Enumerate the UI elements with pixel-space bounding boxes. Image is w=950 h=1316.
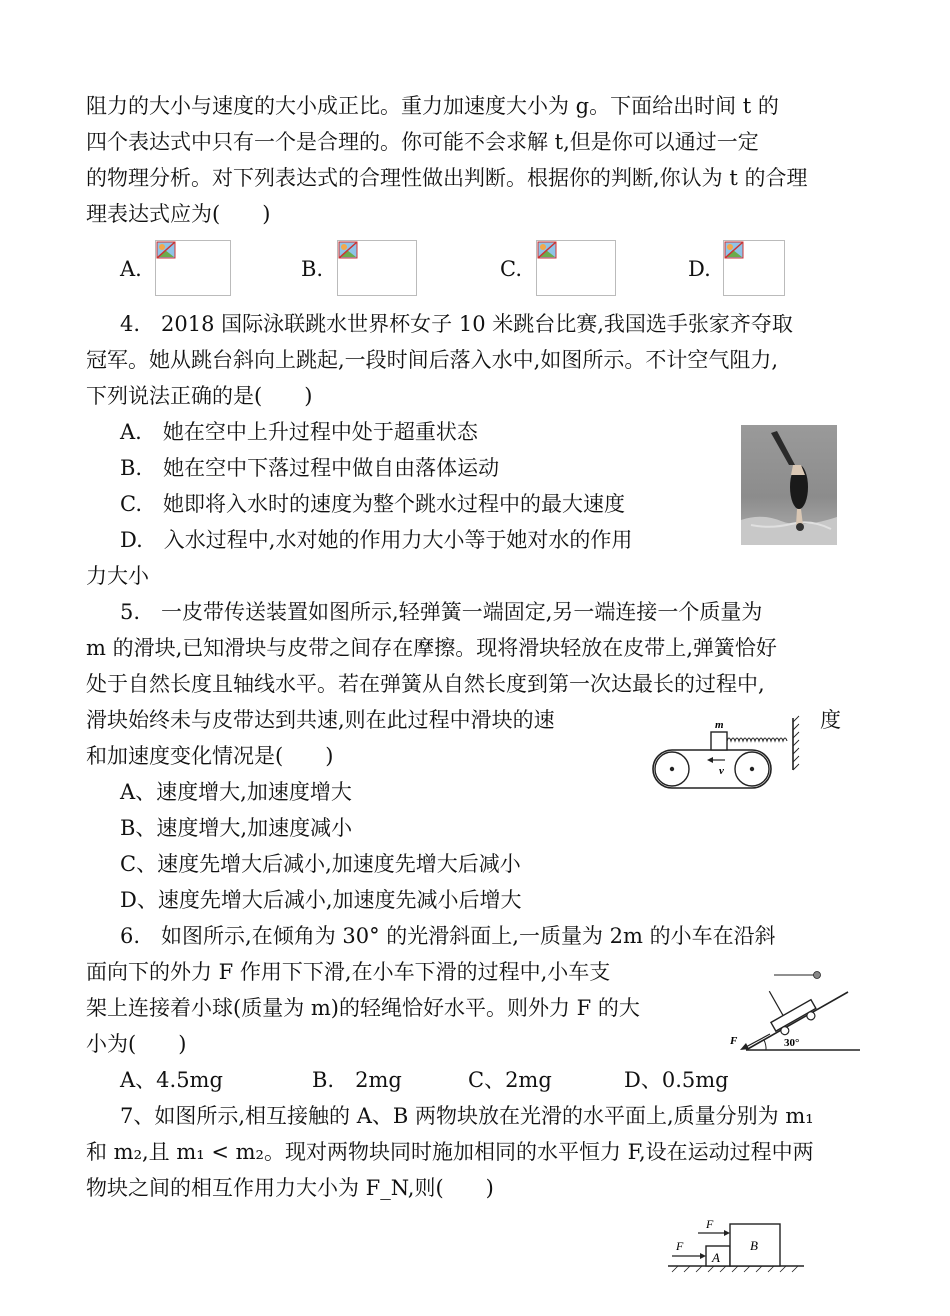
q3-option-a-label: A. [120,257,142,281]
blocks-diagram [664,1216,808,1274]
q3-line-2: 四个表达式中只有一个是合理的。你可能不会求解 t,但是你可以通过一定 [86,130,759,154]
q6-option-c: C、2mg [468,1068,552,1092]
q7-line-2: 和 m₂,且 m₁ < m₂。现对两物块同时施加相同的水平恒力 F,设在运动过程中两 [86,1140,814,1164]
q5-line-3: 处于自然长度且轴线水平。若在弹簧从自然长度到第一次达最长的过程中, [86,672,765,696]
q6-option-d: D、0.5mg [624,1068,729,1092]
incline-force-label: F [730,1035,738,1047]
q4-line-3: 下列说法正确的是( ) [86,384,313,408]
belt-velocity-label: v [719,765,724,777]
q5-option-c: C、速度先增大后减小,加速度先增大后减小 [120,852,521,876]
broken-image-icon [156,241,178,261]
broken-image-icon [537,241,559,261]
force-label-upper: F [706,1217,714,1231]
q5-line-2: m 的滑块,已知滑块与皮带之间存在摩擦。现将滑块轻放在皮带上,弹簧恰好 [86,636,777,660]
q4-line-1: 4. 2018 国际泳联跳水世界杯女子 10 米跳台比赛,我国选手张家齐夺取 [120,312,793,336]
block-a-label: A [712,1250,720,1265]
q5-option-d: D、速度先增大后减小,加速度先减小后增大 [120,888,522,912]
q4-option-b: B. 她在空中下落过程中做自由落体运动 [120,456,500,480]
q6-line-2: 面向下的外力 F 作用下下滑,在小车下滑的过程中,小车支 [86,960,611,984]
q5-line-4b: 度 [820,708,841,732]
q5-option-b: B、速度增大,加速度减小 [120,816,353,840]
q4-option-c: C. 她即将入水时的速度为整个跳水过程中的最大速度 [120,492,625,516]
q3-line-1: 阻力的大小与速度的大小成正比。重力加速度大小为 g。下面给出时间 t 的 [86,94,779,118]
diver-photo [741,425,837,545]
q3-option-b-image [337,240,417,296]
force-label-lower: F [676,1239,684,1253]
q4-option-d-line-1: D. 入水过程中,水对她的作用力大小等于她对水的作用 [120,528,633,552]
q3-line-4: 理表达式应为( ) [86,202,271,226]
q6-line-1: 6. 如图所示,在倾角为 30° 的光滑斜面上,一质量为 2m 的小车在沿斜 [120,924,776,948]
q3-option-d-image [723,240,785,296]
q5-line-1: 5. 一皮带传送装置如图所示,轻弹簧一端固定,另一端连接一个质量为 [120,600,763,624]
q3-option-c-label: C. [500,257,522,281]
q5-line-4a: 滑块始终未与皮带达到共速,则在此过程中滑块的速 [86,708,555,732]
q7-line-1: 7、如图所示,相互接触的 A、B 两物块放在光滑的水平面上,质量分别为 m₁ [120,1104,814,1128]
q4-option-a: A. 她在空中上升过程中处于超重状态 [120,420,478,444]
q4-line-2: 冠军。她从跳台斜向上跳起,一段时间后落入水中,如图所示。不计空气阻力, [86,348,779,372]
broken-image-icon [338,241,360,261]
q3-option-a-image [155,240,231,296]
q3-option-c-image [536,240,616,296]
q5-line-5: 和加速度变化情况是( ) [86,744,334,768]
incline-diagram [726,962,862,1054]
q3-option-b-label: B. [301,257,324,281]
q6-option-a: A、4.5mg [120,1068,223,1092]
q6-line-3: 架上连接着小球(质量为 m)的轻绳恰好水平。则外力 F 的大 [86,996,640,1020]
q7-line-3: 物块之间的相互作用力大小为 F_N,则( ) [86,1176,494,1200]
q6-option-b: B. 2mg [312,1068,402,1092]
q3-line-3: 的物理分析。对下列表达式的合理性做出判断。根据你的判断,你认为 t 的合理 [86,166,808,190]
broken-image-icon [724,241,746,261]
q4-option-d-line-2: 力大小 [86,564,149,588]
block-b-label: B [750,1238,758,1253]
belt-mass-label: m [715,719,724,731]
incline-angle-label: 30° [784,1037,800,1049]
q5-option-a: A、速度增大,加速度增大 [120,780,352,804]
q6-line-4: 小为( ) [86,1032,187,1056]
belt-diagram [645,714,815,790]
q3-option-d-label: D. [688,257,711,281]
